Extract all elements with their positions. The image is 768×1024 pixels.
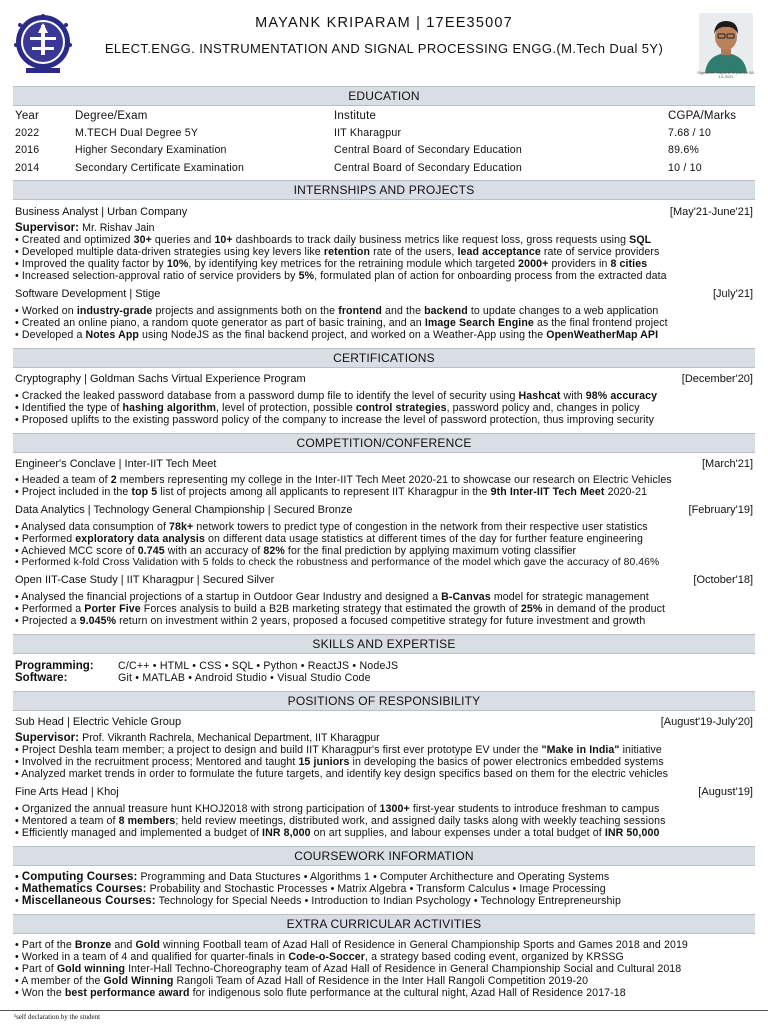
math-courses: Probability and Stochastic Processes • Matrix Algebra • Transform Calculus • Image Processing: [149, 883, 606, 895]
edu-header-year: Year: [15, 110, 40, 122]
edu-header-degree: Degree/Exam: [75, 110, 148, 122]
computing-courses: Programming and Data Stuctures • Algorithms 1 • Computer Archithecture and Operating Systems: [140, 871, 610, 883]
bullet-item: • Increased selection-approval ratio of service providers by 5%, formulated plan of action for onboarding process from the extracted data: [15, 270, 667, 282]
edu-header-cgpa: CGPA/Marks: [668, 110, 737, 122]
bullet-item: • Involved in the recruitment process; Mentored and taught 15 juniors in developing the basics of power electronics embedded systems: [15, 756, 664, 768]
edu-cell: 2016: [15, 144, 40, 156]
entry-date: [August'19]: [698, 786, 753, 798]
edu-cell: Secondary Certificate Examination: [75, 162, 245, 174]
photo-caption: Signature: Mayank Kriparam 08-10-2021: [697, 70, 755, 79]
entry-title: [15, 372, 753, 386]
bullet-item: • Proposed uplifts to the existing password policy of the company to increase the level of password protection, thus improving security: [15, 414, 655, 426]
bullet-item: • Created an online piano, a random quote generator as part of basic training, and an Image Search Engine as the final frontend project: [15, 317, 668, 329]
bullet-item: • Achieved MCC score of 0.745 with an accuracy of 82% for the final prediction by applying maximum voting classifier: [15, 545, 577, 557]
computing-label: Computing Courses:: [21, 871, 138, 883]
entry-date: [July'21]: [712, 288, 753, 300]
bullet-item: • Projected a 9.045% return on investment within 2 years, proposed a focused competitive strategy for future investment and growth: [15, 615, 646, 627]
bullet-item: • Efficiently managed and implemented a budget of INR 8,000 on art supplies, and labour expenses under a total budget of INR 50,000: [15, 827, 660, 839]
edu-cell: 7.68 / 10: [668, 127, 712, 139]
supervisor-label: Supervisor:: [15, 222, 79, 234]
course-line: • Computing Courses: Programming and Data Stuctures • Algorithms 1 • Computer Archithecture and Operating Systems: [15, 871, 610, 883]
software-skills: Git • MATLAB • Android Studio • Visual Studio Code: [118, 672, 371, 684]
internships-heading: INTERNSHIPS AND PROJECTS: [13, 180, 755, 200]
bullet-item: • Analysed the financial projections of a startup in Outdoor Gear Industry and designed a B-Canvas model for strategic management: [15, 591, 649, 603]
course-line: • Mathematics Courses: Probability and Stochastic Processes • Matrix Algebra • Transform Calculus • Image Processing: [15, 883, 606, 895]
bullet-item: • Worked on industry-grade projects and assignments both on the frontend and the backend to update changes to a web application: [15, 305, 659, 317]
competition-heading: COMPETITION/CONFERENCE: [13, 433, 755, 453]
entry-date: [March'21]: [701, 458, 753, 470]
bullet-item: • Cracked the leaked password database from a password dump file to identify the level of security using Hashcat with 98% accuracy: [15, 390, 658, 402]
entry-date: [May'21-June'21]: [669, 206, 753, 218]
entry-title-text: Sub Head | Electric Vehicle Group: [15, 716, 182, 728]
programming-skills: C/C++ • HTML • CSS • SQL • Python • ReactJS • NodeJS: [118, 660, 399, 672]
entry-title: [15, 573, 753, 587]
edu-cell: M.TECH Dual Degree 5Y: [75, 127, 199, 139]
supervisor-name: Mr. Rishav Jain: [82, 222, 155, 234]
edu-cell: 89.6%: [668, 144, 700, 156]
bullet-item: • Analyzed market trends in order to formulate the future targets, and identify key design specifics based on them for the electric vehicles: [15, 768, 669, 780]
misc-courses: Technology for Special Needs • Introduction to Indian Psychology • Technology Entrepreneurship: [158, 895, 621, 907]
bullet-item: • Part of Gold winning Inter-Hall Techno-Choreography team of Azad Hall of Residence in General Championship Social and Cultural 2018: [15, 963, 682, 975]
entry-title-text: Data Analytics | Technology General Championship | Secured Bronze: [15, 504, 353, 516]
entry-title: [15, 503, 753, 517]
entry-title-text: Software Development | Stige: [15, 288, 161, 300]
entry-title-text: Business Analyst | Urban Company: [15, 206, 188, 218]
entry-date: [August'19-July'20]: [660, 716, 753, 728]
misc-label: Miscellaneous Courses:: [21, 895, 156, 907]
extra-heading: EXTRA CURRICULAR ACTIVITIES: [13, 914, 755, 934]
entry-date: [February'19]: [688, 504, 753, 516]
edu-header-institute: Institute: [334, 110, 377, 122]
bullet-item: • Created and optimized 30+ queries and 10+ dashboards to track daily business metrics like request loss, gross requests using SQL: [15, 234, 652, 246]
candidate-name: MAYANK KRIPARAM | 17EE35007: [255, 15, 513, 31]
course-line: • Miscellaneous Courses: Technology for Special Needs • Introduction to Indian Psychology • Technology Entrepreneurship: [15, 895, 621, 907]
coursework-heading: COURSEWORK INFORMATION: [13, 846, 755, 866]
edu-cell: 2014: [15, 162, 40, 174]
bullet-item: • Performed a Porter Five Forces analysis to build a B2B marketing strategy that estimated the growth of 25% in demand of the product: [15, 603, 666, 615]
bullet-item: • Developed multiple data-driven strategies using key levers like retention rate of the users, lead acceptance rate of service providers: [15, 246, 660, 258]
entry-title: [15, 205, 753, 219]
supervisor-name: Prof. Vikranth Rachrela, Mechanical Department, IIT Kharagpur: [82, 732, 380, 744]
entry-title: [15, 715, 753, 729]
bullet-item: • Won the best performance award for indigenous solo flute performance at the cultural night, Azad Hall of Residence 2017-18: [15, 987, 626, 999]
skills-heading: SKILLS AND EXPERTISE: [13, 634, 755, 654]
supervisor-label: Supervisor:: [15, 732, 79, 744]
entry-title: [15, 287, 753, 301]
bullet-item: • Project included in the top 5 list of projects among all applicants to represent IIT Kharagpur in the 9th Inter-IIT Tech Meet 2020-21: [15, 486, 648, 498]
software-label: Software:: [15, 672, 68, 684]
positions-heading: POSITIONS OF RESPONSIBILITY: [13, 691, 755, 711]
certifications-heading: CERTIFICATIONS: [13, 348, 755, 368]
edu-cell: Higher Secondary Examination: [75, 144, 227, 156]
entry-title-text: Cryptography | Goldman Sachs Virtual Experience Program: [15, 373, 306, 385]
education-heading: EDUCATION: [13, 86, 755, 106]
entry-title: [15, 457, 753, 471]
bullet-item: • Developed a Notes App using NodeJS as the final backend project, and worked on a Weather-App using the OpenWeatherMap API: [15, 329, 659, 341]
edu-cell: IIT Kharagpur: [334, 127, 402, 139]
programming-label: Programming:: [15, 660, 94, 672]
bullet-item: • Performed exploratory data analysis on different data usage statistics at different times of the day for further feature engineering: [15, 533, 643, 545]
bullet-item: • Organized the annual treasure hunt KHOJ2018 with strong participation of 1300+ first-year students to introduce freshman to campus: [15, 803, 660, 815]
edu-cell: 2022: [15, 127, 40, 139]
bullet-item: • Part of the Bronze and Gold winning Football team of Azad Hall of Residence in General Championship Sports and Games 2018 and 2019: [15, 939, 688, 951]
department-line: ELECT.ENGG. INSTRUMENTATION AND SIGNAL PROCESSING ENGG.(M.Tech Dual 5Y): [104, 41, 664, 56]
footnote: ¹self declaration by the student: [14, 1013, 101, 1021]
bullet-item: • A member of the Gold Winning Rangoli Team of Azad Hall of Residence in the Inter Hall Rangoli Competition 2019-20: [15, 975, 589, 987]
entry-date: [October'18]: [693, 574, 753, 586]
bullet-item: • Performed k-fold Cross Validation with 5 folds to check the robustness and performance of the model which gave the accuracy of 80.46%: [15, 557, 660, 568]
entry-title-text: Engineer's Conclave | Inter-IIT Tech Meet: [15, 458, 217, 470]
edu-cell: 10 / 10: [668, 162, 702, 174]
bullet-item: • Analysed data consumption of 78k+ network towers to predict type of congestion in the network from their respective user statistics: [15, 521, 648, 533]
entry-title: [15, 785, 753, 799]
bullet-item: • Identified the type of hashing algorithm, level of protection, possible control strategies, password policy and, changes in policy: [15, 402, 640, 414]
entry-title-text: Open IIT-Case Study | IIT Kharagpur | Secured Silver: [15, 574, 275, 586]
bullet-item: • Project Deshla team member; a project to design and build IIT Kharagpur's first ever prototype EV under the "Make in India" initiative: [15, 744, 662, 756]
math-label: Mathematics Courses:: [21, 883, 147, 895]
bullet-item: • Improved the quality factor by 10%, by identifying key metrices for the retraining module which targeted 2000+ providers in 8 cities: [15, 258, 648, 270]
edu-cell: Central Board of Secondary Education: [334, 144, 522, 156]
entry-title-text: Fine Arts Head | Khoj: [15, 786, 119, 798]
footer-rule: [0, 1010, 768, 1011]
entry-date: [December'20]: [681, 373, 753, 385]
bullet-item: • Mentored a team of 8 members; held review meetings, distributed work, and assigned daily tasks along with weekly teaching sessions: [15, 815, 666, 827]
bullet-item: • Worked in a team of 4 and qualified for quarter-finals in Code-o-Soccer, a strategy based coding event, organized by KRSSG: [15, 951, 624, 963]
edu-cell: Central Board of Secondary Education: [334, 162, 522, 174]
bullet-item: • Headed a team of 2 members representing my college in the Inter-IIT Tech Meet 2020-21 to showcase our research on Electric Vehicles: [15, 474, 672, 486]
